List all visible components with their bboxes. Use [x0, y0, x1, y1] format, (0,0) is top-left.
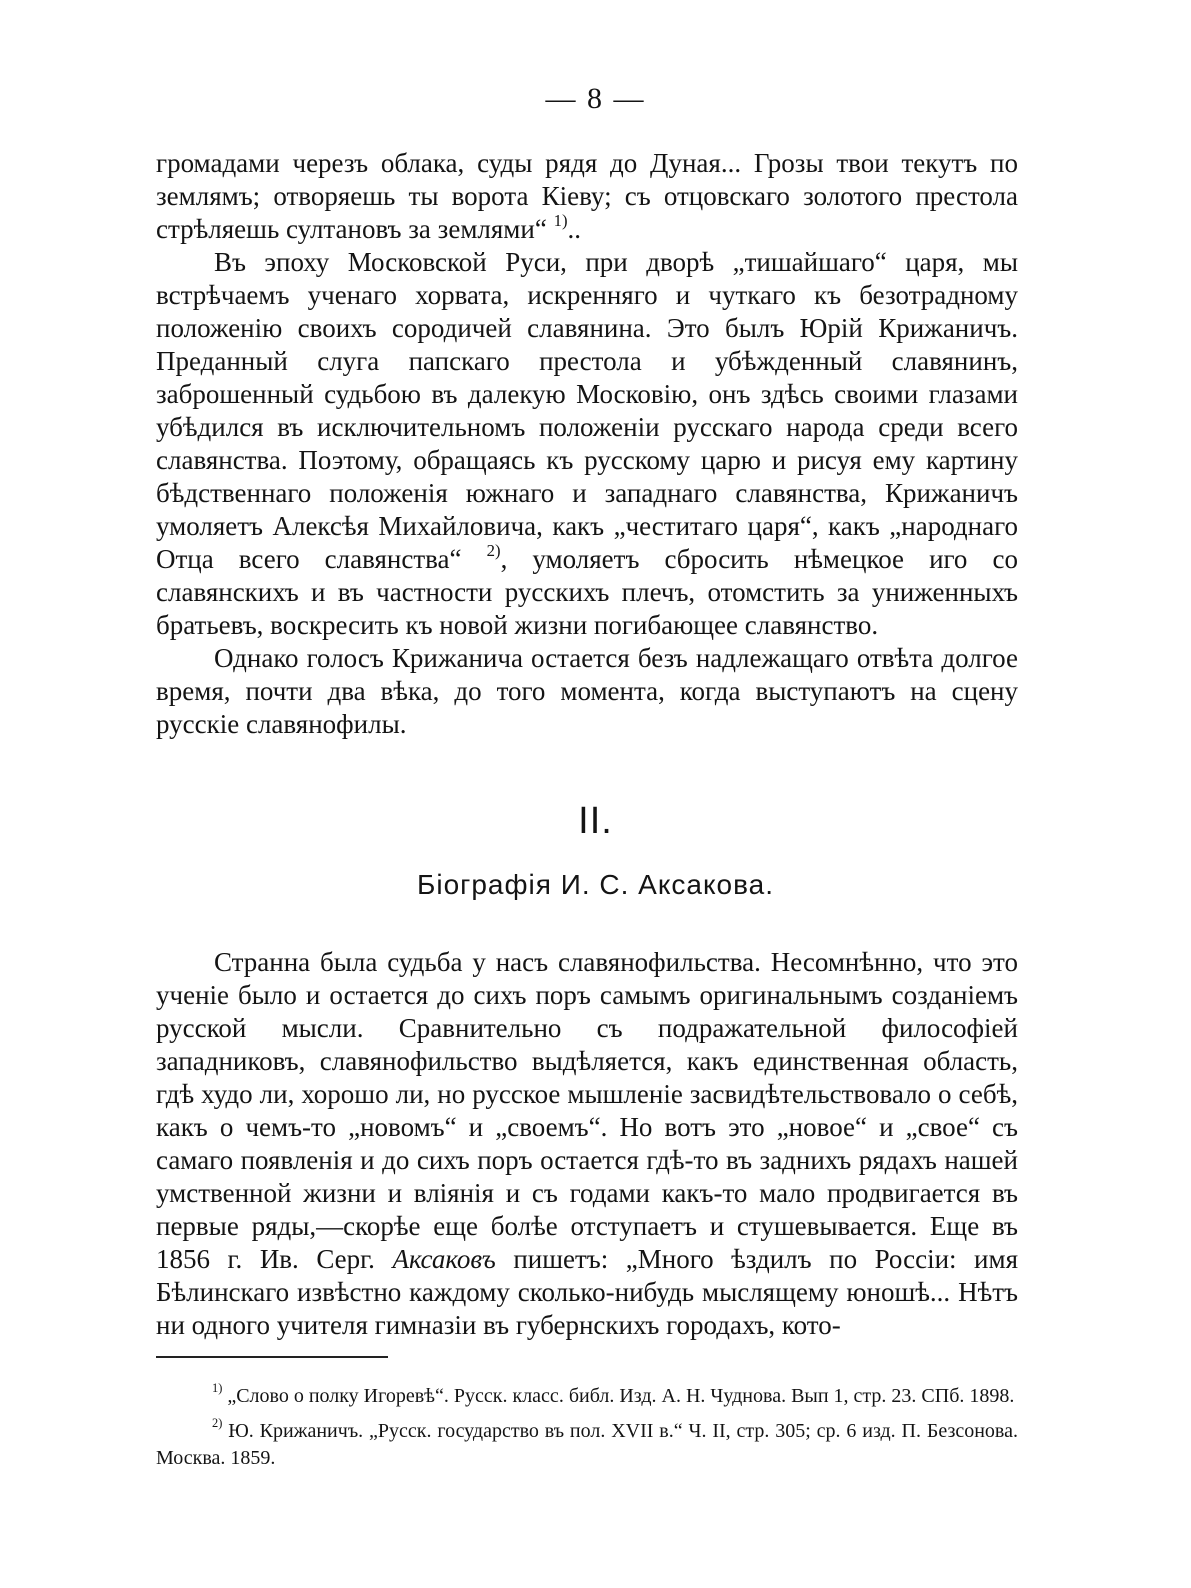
section-number: II. — [578, 800, 613, 842]
footnote-text-2: Ю. Крижаничъ. „Русск. государство въ пол. XVII в.“ Ч. II, стр. 305; ср. 6 изд. П. Безсонова. Москва. 1859. — [156, 1420, 1018, 1469]
text-block-bottom — [156, 946, 1018, 1342]
paragraph-continued — [156, 147, 1018, 246]
section-title: Біографія И. С. Аксакова. — [416, 869, 775, 900]
paragraph-text-end: , умоляетъ сбросить нѣмецкое иго со славянскихъ и въ частности русскихъ плечъ, отомстить за униженныхъ братьевъ, воскресить къ новой жизни погибающее славянство. — [156, 544, 1018, 640]
paragraph-text: Въ эпоху Московской Руси, при дворѣ „тишайшаго“ царя, мы встрѣчаемъ ученаго хорвата, искренняго и чуткаго къ безотрадному положенію своихъ сородичей славянина. Это былъ Юрій Крижаничъ. Преданный слуга папскаго престола и убѣжденный славянинъ, заброшенный судьбою въ далекую Московію, онъ здѣсь своими глазами убѣдился въ исключительномъ положеніи русскаго народа среди всего славянства. Поэтому, обращаясь къ русскому царю и рисуя ему картину бѣдственнаго положенія южнаго и западнаго славянства, Крижаничъ умоляетъ Алексѣя Михайловича, какъ „честитаго царя“, какъ „народнаго Отца всего славянства“ — [156, 247, 1018, 574]
footnote-mark-1: 1) — [212, 1381, 223, 1396]
footnote-text-1: „Слово о полку Игоревѣ“. Русск. класс. библ. Изд. А. Н. Чуднова. Вып 1, стр. 23. СПб. 1898. — [222, 1385, 1015, 1407]
paragraph-text: Странна была судьба у насъ славянофильства. Несомнѣнно, что это ученіе было и остается до сихъ поръ самымъ оригинальнымъ созданіемъ русской мысли. Сравнительно съ подражательной философіей западниковъ, славянофильство выдѣляется, какъ единственная область, гдѣ худо ли, хорошо ли, но русское мышленіе засвидѣтельствовало о себѣ, какъ о чемъ-то „новомъ“ и „своемъ“. Но вотъ это „новое“ и „свое“ съ самаго появленія и до сихъ поръ остается гдѣ-то въ заднихъ рядахъ нашей умственной жизни и вліянія и съ годами какъ-то мало продвигается въ первые ряды,—скорѣе еще болѣе отступаетъ и стушевывается. Еще въ 1856 г. Ив. Серг. — [156, 947, 1018, 1274]
footnote-ref-2: 2) — [486, 540, 501, 560]
footnote-divider — [156, 1356, 388, 1358]
footnote-2 — [156, 1418, 1018, 1472]
footnote-mark-2: 2) — [212, 1416, 223, 1431]
footnotes — [156, 1383, 1018, 1480]
footnote-1 — [156, 1383, 1018, 1410]
paragraph-text-end: пишетъ: „Много ѣздилъ по Россіи: имя Бѣлинскаго извѣстно каждому сколько-нибудь мыслящему юношѣ... Нѣтъ ни одного учителя гимназіи въ губернскихъ городахъ, кото- — [156, 1244, 1018, 1340]
text-block-top — [156, 147, 1018, 741]
footnote-ref-1: 1) — [553, 210, 568, 230]
italic-name: Аксаковъ — [392, 1244, 496, 1274]
page-number: — 8 — — [545, 82, 646, 115]
paragraph-krizhanich — [156, 246, 1018, 642]
paragraph-biography — [156, 946, 1018, 1342]
paragraph-text: громадами черезъ облака, суды рядя до Дуная... Грозы твои текутъ по землямъ; отворяешь ты ворота Кіеву; съ отцовскаго золотого престола стрѣляешь султановъ за землями“ — [156, 148, 1018, 244]
paragraph-text-end: .. — [567, 214, 582, 244]
paragraph-slavophiles: Однако голосъ Крижанича остается безъ надлежащаго отвѣта долгое время, почти два вѣка, до того момента, когда выступаютъ на сцену русскіе славянофилы. — [156, 643, 1018, 739]
